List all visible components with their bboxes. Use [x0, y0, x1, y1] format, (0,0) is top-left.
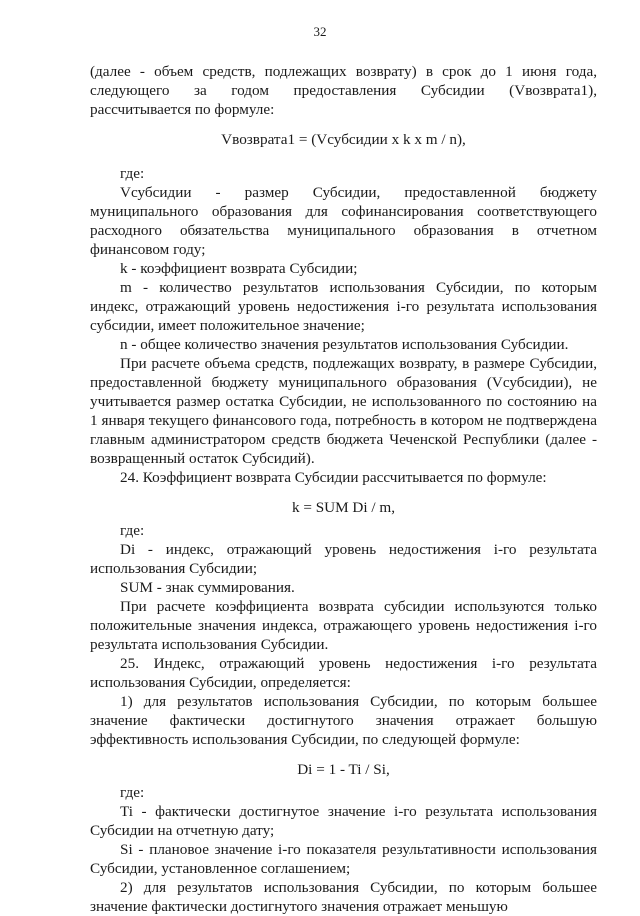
- where-label: где:: [120, 522, 145, 539]
- formula-di: Di = 1 - Ti / Si,: [297, 761, 390, 778]
- document-body: [90, 62, 597, 916]
- where-label: где:: [120, 784, 145, 801]
- paragraph: Si - плановое значение i-го показателя результативности использования Субсидии, установленное соглашением;: [90, 841, 597, 877]
- formula-v-return: Vвозврата1 = (Vсубсидии x k x m / n),: [221, 131, 466, 148]
- page-number: 32: [313, 24, 327, 39]
- paragraph: При расчете объема средств, подлежащих возврату, в размере Субсидии, предоставленной бюджету муниципального образования (Vсубсидии), не учитывается размер остатка Субсидии, не использованного по состоянию на 1 января текущего финансового года, потребность в котором не подтверждена главным администратором средств бюджета Чеченской Республики (далее - возвращенный остаток Субсидий).: [90, 355, 597, 467]
- paragraph: 1) для результатов использования Субсидии, по которым большее значение фактически достигнутого значения отражает большую эффективность использования Субсидии, по следующей формуле:: [90, 693, 597, 748]
- paragraph: 24. Коэффициент возврата Субсидии рассчитывается по формуле:: [120, 469, 547, 486]
- paragraph: 25. Индекс, отражающий уровень недостижения i-го результата использования Субсидии, определяется:: [90, 655, 597, 691]
- paragraph: k - коэффициент возврата Субсидии;: [120, 260, 358, 277]
- paragraph: m - количество результатов использования Субсидии, по которым индекс, отражающий уровень недостижения i-го результата использования субсидии, имеет положительное значение;: [90, 279, 597, 334]
- paragraph: Ti - фактически достигнутое значение i-го результата использования Субсидии на отчетную дату;: [90, 803, 597, 839]
- paragraph: n - общее количество значения результатов использования Субсидии.: [120, 336, 569, 353]
- paragraph: SUM - знак суммирования.: [120, 579, 295, 596]
- paragraph: Vсубсидии - размер Субсидии, предоставленной бюджету муниципального образования для софинансирования соответствующего расходного обязательства муниципального образования в отчетном финансовом году;: [90, 184, 597, 258]
- paragraph: (далее - объем средств, подлежащих возврату) в срок до 1 июня года, следующего за годом предоставления Субсидии (Vвозврата1), рассчитывается по формуле:: [90, 63, 597, 118]
- where-label: где:: [120, 165, 145, 182]
- formula-k: k = SUM Di / m,: [291, 499, 396, 516]
- paragraph: Di - индекс, отражающий уровень недостижения i-го результата использования Субсидии;: [90, 541, 597, 577]
- paragraph: 2) для результатов использования Субсидии, по которым большее значение фактически достигнутого значения отражает меньшую: [90, 879, 597, 915]
- paragraph: При расчете коэффициента возврата субсидии используются только положительные значения индекса, отражающего уровень недостижения i-го результата использования Субсидии.: [90, 598, 597, 653]
